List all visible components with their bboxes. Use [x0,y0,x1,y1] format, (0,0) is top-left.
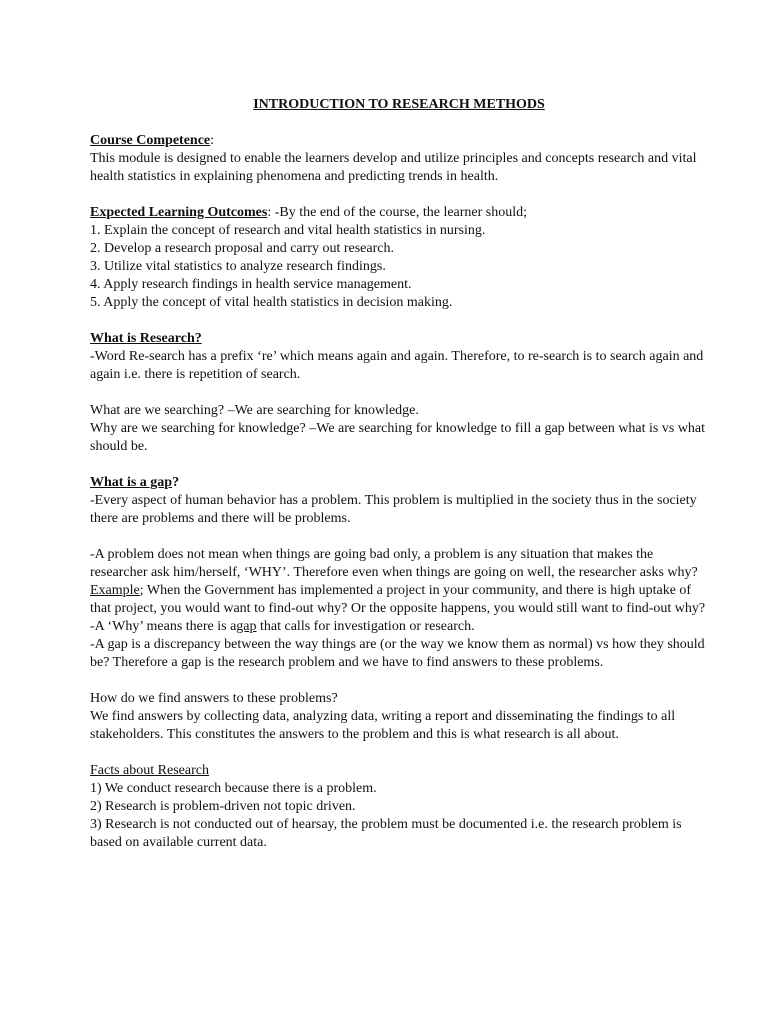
list-item: 2. Develop a research proposal and carry out research. [90,241,394,256]
list-item: 3. Utilize vital statistics to analyze research findings. [90,259,386,274]
gap-example-paragraph [90,582,708,618]
answers-text: We find answers by collecting data, analyzing data, writing a report and disseminating the findings to all stakeholders. This constitutes the answers to the problem and this is what research is all about. [90,709,676,742]
what-is-gap-heading-line [90,474,708,492]
list-item: 2) Research is problem-driven not topic driven. [90,799,356,814]
learning-outcomes-heading: Expected Learning Outcomes [90,205,268,220]
answers-section [90,690,708,744]
gap-paragraph-behavior: -Every aspect of human behavior has a problem. This problem is multiplied in the society thus in the society there are problems and there will be problems. [90,493,697,526]
list-item: 3) Research is not conducted out of hearsay, the problem must be documented i.e. the research problem is based on available current data. [90,817,682,850]
answers-question: How do we find answers to these problems? [90,691,338,706]
course-competence-heading-line [90,132,708,150]
what-is-research-heading: What is Research? [90,331,202,346]
what-is-gap-heading-suffix: ? [172,475,180,490]
searching-question-line: What are we searching? –We are searching for knowledge. [90,403,419,418]
gap-discrepancy-paragraph: -A gap is a discrepancy between the way things are (or the way we know them as normal) vs how they should be? Therefore a gap is the research problem and we have to find answers to these problems. [90,637,705,670]
why-suffix: that calls for investigation or research. [256,619,475,634]
list-item: 5. Apply the concept of vital health statistics in decision making. [90,295,453,310]
learning-outcomes-heading-suffix: : -By the end of the course, the learner should; [267,205,528,220]
what-is-gap-section [90,474,708,528]
facts-section [90,762,708,852]
example-label: Example [90,583,140,598]
what-is-research-section [90,330,708,384]
page-title: INTRODUCTION TO RESEARCH METHODS [253,97,545,112]
learning-outcomes-list [90,222,708,312]
list-item: 1) We conduct research because there is a problem. [90,781,377,796]
learning-outcomes-heading-line [90,204,708,222]
gap-details-section [90,546,708,672]
searching-why-line: Why are we searching for knowledge? –We are searching for knowledge to fill a gap between what is vs what should be. [90,421,706,454]
research-definition-paragraph: -Word Re-search has a prefix ‘re’ which means again and again. Therefore, to re-search is to search again and again i.e. there is repetition of search. [90,349,704,382]
learning-outcomes-section [90,204,708,312]
list-item: 1. Explain the concept of research and vital health statistics in nursing. [90,223,486,238]
facts-heading: Facts about Research [90,763,209,778]
gap-why-line [90,618,708,636]
what-is-gap-heading: What is a gap [90,475,173,490]
course-competence-text: This module is designed to enable the learners develop and utilize principles and concepts research and vital health statistics in explaining phenomena and predicting trends in health. [90,151,697,184]
gap-paragraph-why: -A problem does not mean when things are going bad only, a problem is any situation that makes the researcher ask him/herself, ‘WHY’. Therefore even when things are going on well, the researcher asks why? [90,547,698,580]
list-item: 4. Apply research findings in health service management. [90,277,412,292]
facts-list [90,780,708,852]
why-prefix: -A ‘Why’ means there is a [90,619,237,634]
course-competence-heading-suffix: : [210,133,215,148]
example-text: ; When the Government has implemented a project in your community, and there is high uptake of that project, you would want to find-out why? Or the opposite happens, you would still want to find-out why? [90,583,706,616]
course-competence-section [90,132,708,186]
course-competence-heading: Course Competence [90,133,211,148]
why-gap-word: gap [236,619,257,634]
searching-section [90,402,708,456]
